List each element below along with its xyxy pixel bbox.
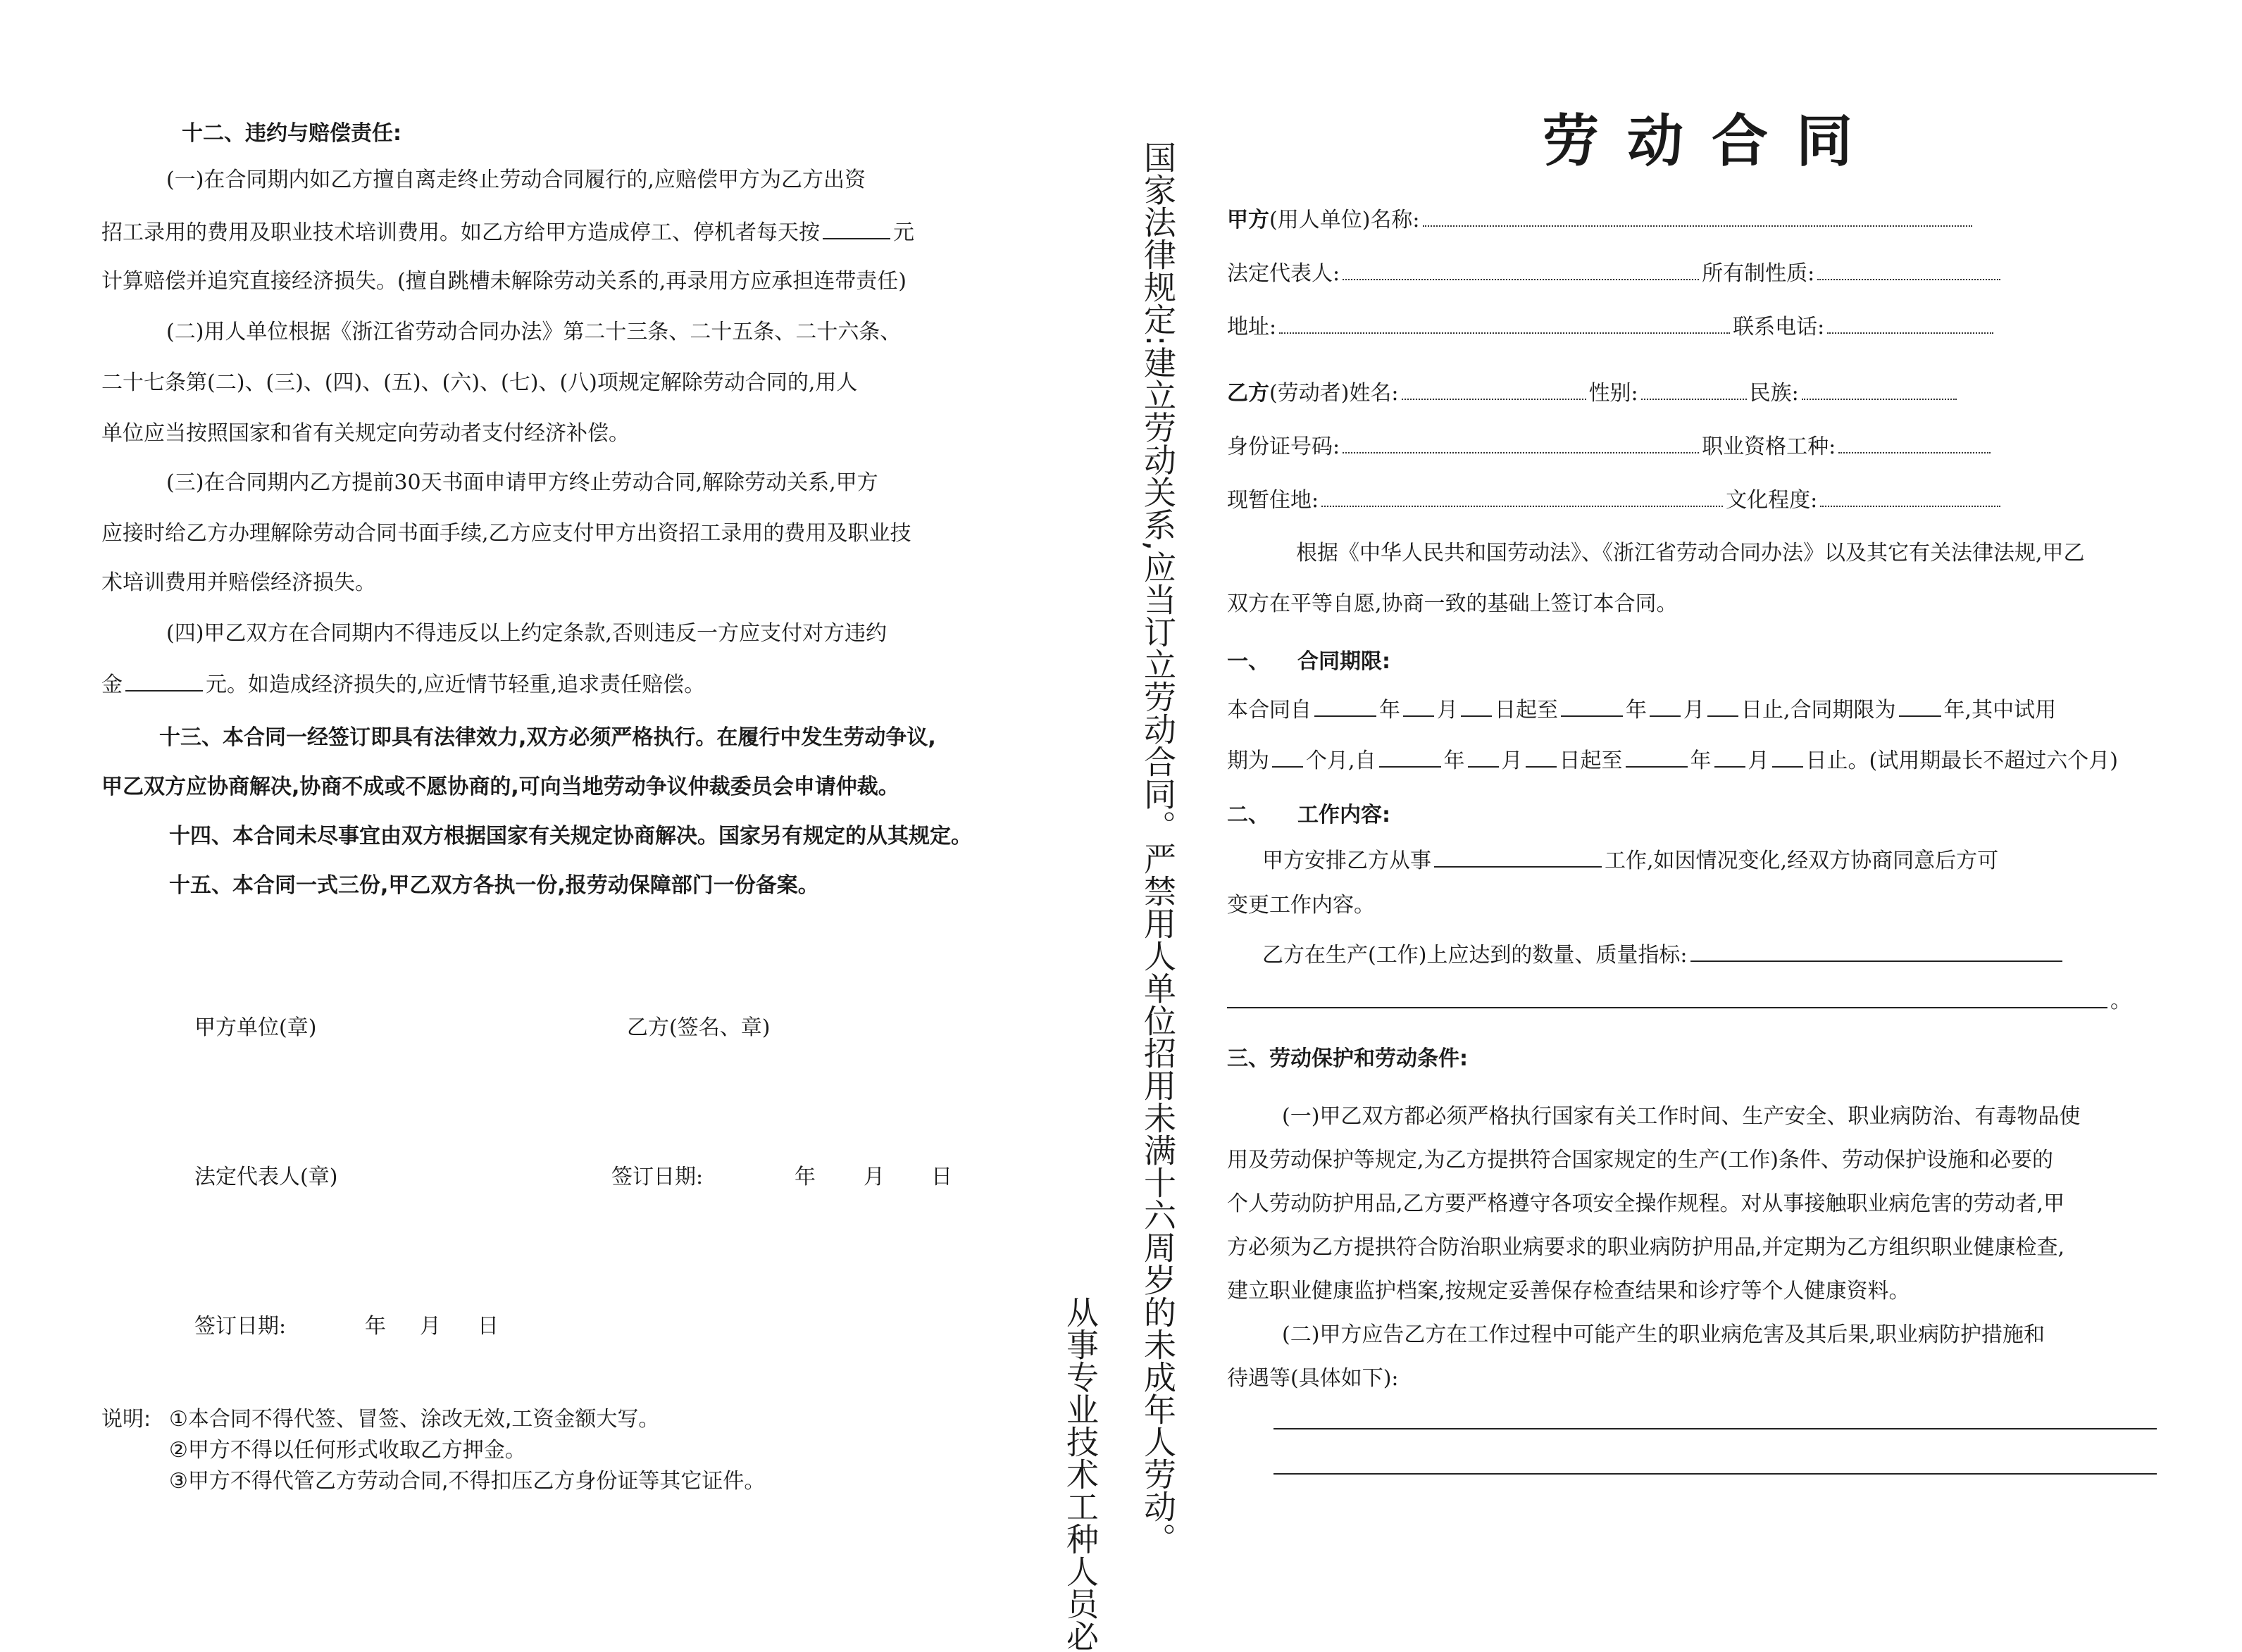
gender-field[interactable] <box>1641 377 1747 400</box>
party-a-name-row: 甲方(用人单位)名称: <box>1227 204 1975 234</box>
clause-1-title: 合同期限: <box>1297 649 1390 674</box>
start-month-blank[interactable] <box>1403 694 1434 717</box>
term-years-blank[interactable] <box>1899 694 1941 717</box>
clause-3-2-line2: 待遇等(具体如下): <box>1227 1366 1399 1391</box>
intro-line2: 双方在平等自愿,协商一致的基础上签订本合同。 <box>1227 592 1678 616</box>
party-a-day-label: 日 <box>478 1314 499 1339</box>
note-label: 说明: <box>101 1407 151 1432</box>
start-year-blank[interactable] <box>1314 694 1376 717</box>
clause-2-number: 二、 <box>1227 803 1269 827</box>
legal-notice-vertical: 国家法律规定:建立劳动关系,应当订立劳动合同。严禁用人单位招用未满十六周岁的未成年人劳动。 <box>1139 141 1177 1556</box>
note-1: ①本合同不得代签、冒签、涂改无效,工资金额大写。 <box>169 1407 660 1432</box>
section-13-line1: 十三、本合同一经签订即具有法律效力,双方必须严格执行。在履行中发生劳动争议, <box>159 725 936 750</box>
education-field[interactable] <box>1820 484 2000 507</box>
party-b-day-label: 日 <box>931 1165 952 1189</box>
clause-12-1-line2: 招工录用的费用及职业技术培训费用。如乙方给甲方造成停工、停机者每天按 元 <box>101 217 914 247</box>
probation-row: 期为 个月,自 年 月 日起至 年 月 日止。(试用期最长不超过六个月) <box>1227 745 2118 775</box>
clause-3-title: 三、劳动保护和劳动条件: <box>1227 1046 1468 1071</box>
party-a-year-label: 年 <box>365 1314 386 1339</box>
hazard-details-line1[interactable] <box>1273 1428 2157 1429</box>
end-month-blank[interactable] <box>1650 694 1681 717</box>
clause-2-title: 工作内容: <box>1297 803 1390 827</box>
end-year-blank[interactable] <box>1561 694 1623 717</box>
residence-field[interactable] <box>1321 484 1723 507</box>
job-type-blank[interactable] <box>1434 845 1602 868</box>
legal-rep-field[interactable] <box>1343 258 1699 280</box>
probation-start-day-blank[interactable] <box>1526 745 1557 768</box>
qualification-field[interactable] <box>1838 431 1991 453</box>
probation-end-day-blank[interactable] <box>1772 745 1803 768</box>
id-number-field[interactable] <box>1343 431 1699 453</box>
phone-field[interactable] <box>1827 311 1993 334</box>
quality-indicator-period: 。 <box>2110 989 2131 1013</box>
probation-months-blank[interactable] <box>1272 745 1303 768</box>
clause-1-number: 一、 <box>1227 649 1269 674</box>
legal-rep-row: 法定代表人: 所有制性质: <box>1227 258 2003 288</box>
hazard-details-line2[interactable] <box>1273 1473 2157 1475</box>
clause-12-3-line3: 术培训费用并赔偿经济损失。 <box>101 570 376 595</box>
party-b-month-label: 月 <box>864 1165 885 1189</box>
clause-12-4-line1: (四)甲乙双方在合同期内不得违反以上约定条款,否则违反一方应支付对方违约 <box>166 621 887 646</box>
party-a-name-field[interactable] <box>1423 204 1972 227</box>
probation-start-year-blank[interactable] <box>1379 745 1441 768</box>
penalty-amount-blank[interactable] <box>125 669 203 692</box>
quality-indicator-row: 乙方在生产(工作)上应达到的数量、质量指标: <box>1262 939 2065 970</box>
clause-12-2-line2: 二十七条第(二)、(三)、(四)、(五)、(六)、(七)、(八)项规定解除劳动合同的,用人 <box>101 370 858 395</box>
section-13-line2: 甲乙双方应协商解决,协商不成或不愿协商的,可向当地劳动争议仲裁委员会申请仲裁。 <box>101 775 899 799</box>
note-2: ②甲方不得以任何形式收取乙方押金。 <box>169 1438 526 1463</box>
start-day-blank[interactable] <box>1461 694 1492 717</box>
party-a-sign-date-label: 签订日期: <box>194 1314 287 1339</box>
probation-end-month-blank[interactable] <box>1714 745 1745 768</box>
probation-end-year-blank[interactable] <box>1626 745 1688 768</box>
section-14: 十四、本合同未尽事宜由双方根据国家有关规定协商解决。国家另有规定的从其规定。 <box>169 824 972 849</box>
work-content-row: 甲方安排乙方从事 工作,如因情况变化,经双方协商同意后方可 <box>1262 845 1998 875</box>
section-12-title: 十二、违约与赔偿责任: <box>182 121 401 146</box>
intro-line1: 根据《中华人民共和国劳动法》、《浙江省劳动合同办法》以及其它有关法律法规,甲乙 <box>1296 541 2085 565</box>
work-content-change: 变更工作内容。 <box>1227 893 1375 918</box>
party-a-seal-label: 甲方单位(章) <box>194 1015 317 1040</box>
note-3: ③甲方不得代管乙方劳动合同,不得扣压乙方身份证等其它证件。 <box>169 1469 766 1494</box>
ethnicity-field[interactable] <box>1802 377 1957 400</box>
clause-12-3-line1: (三)在合同期内乙方提前30天书面申请甲方终止劳动合同,解除劳动关系,甲方 <box>166 470 878 495</box>
contract-title: 劳动合同 <box>1543 108 1881 174</box>
clause-12-2-line3: 单位应当按照国家和省有关规定向劳动者支付经济补偿。 <box>101 421 630 446</box>
address-row: 地址: 联系电话: <box>1227 311 1996 342</box>
party-b-sign-date-label: 签订日期: <box>611 1165 704 1189</box>
clause-3-1-line2: 用及劳动保护等规定,为乙方提拱符合国家规定的生产(工作)条件、劳动保护设施和必要的 <box>1227 1148 2053 1172</box>
clause-3-1-line4: 方必须为乙方提拱符合防治职业病要求的职业病防护用品,并定期为乙方组织职业健康检查, <box>1227 1235 2065 1260</box>
residence-row: 现暂住地: 文化程度: <box>1227 484 2003 515</box>
party-b-name-field[interactable] <box>1402 377 1586 400</box>
clause-3-1-line5: 建立职业健康监护档案,按规定妥善保存检查结果和诊疗等个人健康资料。 <box>1227 1279 1910 1303</box>
probation-start-month-blank[interactable] <box>1468 745 1499 768</box>
professional-notice-vertical: 从事专业技术工种人员必 <box>1061 1296 1100 1652</box>
address-field[interactable] <box>1279 311 1730 334</box>
clause-3-1-line3: 个人劳动防护用品,乙方要严格遵守各项安全操作规程。对从事接触职业病危害的劳动者,甲 <box>1227 1191 2065 1216</box>
party-b-sign-label: 乙方(签名、章) <box>627 1015 771 1040</box>
clause-12-3-line2: 应接时给乙方办理解除劳动合同书面手续,乙方应支付甲方出资招工录用的费用及职业技 <box>101 521 911 546</box>
quality-indicator-blank[interactable] <box>1690 939 2062 962</box>
id-row: 身份证号码: 职业资格工种: <box>1227 431 1993 461</box>
end-day-blank[interactable] <box>1707 694 1738 717</box>
party-b-name-row: 乙方(劳动者)姓名: 性别: 民族: <box>1227 377 1960 408</box>
ownership-field[interactable] <box>1817 258 2000 280</box>
party-a-month-label: 月 <box>420 1314 441 1339</box>
legal-rep-seal-label: 法定代表人(章) <box>194 1165 338 1189</box>
clause-12-1-line1: (一)在合同期内如乙方擅自离走终止劳动合同履行的,应赔偿甲方为乙方出资 <box>166 168 866 192</box>
clause-3-2-line1: (二)甲方应告乙方在工作过程中可能产生的职业病危害及其后果,职业病防护措施和 <box>1282 1322 2045 1347</box>
daily-compensation-blank[interactable] <box>823 217 890 239</box>
party-b-year-label: 年 <box>795 1165 816 1189</box>
clause-12-1-line3: 计算赔偿并追究直接经济损失。(擅自跳槽未解除劳动关系的,再录用方应承担连带责任) <box>101 269 907 294</box>
section-15: 十五、本合同一式三份,甲乙双方各执一份,报劳动保障部门一份备案。 <box>169 873 819 898</box>
clause-12-2-line1: (二)用人单位根据《浙江省劳动合同办法》第二十三条、二十五条、二十六条、 <box>166 320 902 344</box>
clause-3-1-line1: (一)甲乙双方都必须严格执行国家有关工作时间、生产安全、职业病防治、有毒物品使 <box>1282 1104 2081 1129</box>
contract-term-row: 本合同自 年 月 日起至 年 月 日止,合同期限为 年,其中试用 <box>1227 694 2056 725</box>
clause-12-4-line2: 金 元。如造成经济损失的,应近情节轻重,追求责任赔偿。 <box>101 669 705 699</box>
quality-indicator-line2[interactable] <box>1227 1007 2107 1008</box>
